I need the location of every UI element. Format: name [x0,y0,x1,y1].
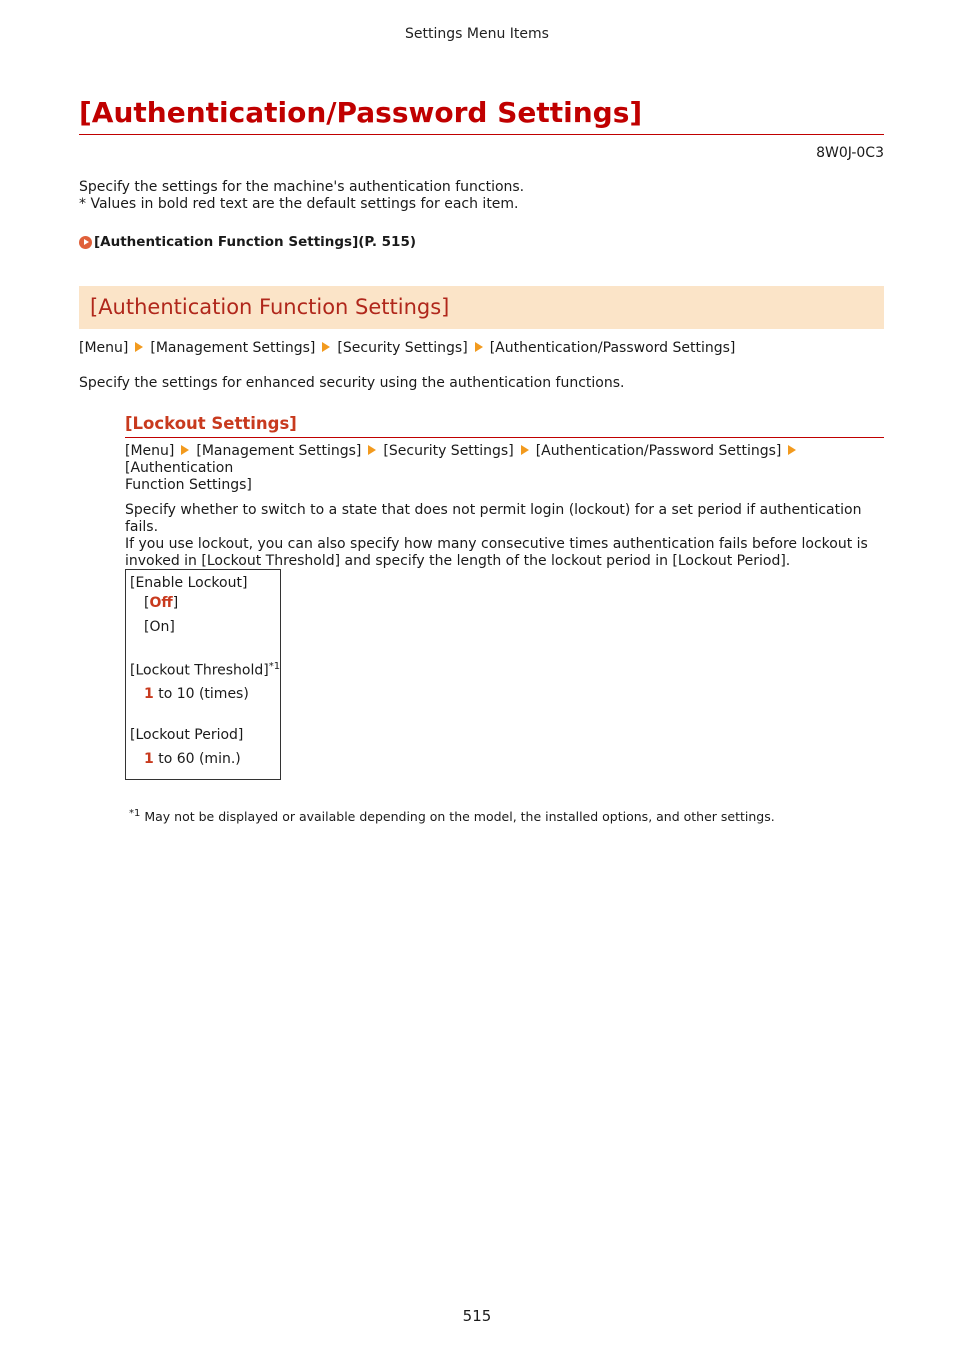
threshold-range: 1 to 10 (times) [144,686,249,702]
footnote-text: May not be displayed or available depending on the model, the installed options, and other settings. [140,809,775,825]
footnote-mark: *1 [129,808,141,819]
breadcrumb-arrow-icon [521,445,529,455]
footnote-mark: *1 [268,661,281,672]
intro-text [79,179,524,213]
section-heading: [Authentication Function Settings] [79,286,884,329]
toc-link-authentication-function-settings[interactable] [79,234,416,250]
breadcrumb-item: [Menu] [125,443,175,459]
intro-line-1: Specify the settings for the machine's authentication functions. [79,179,525,195]
running-header: Settings Menu Items [405,26,549,42]
link-arrow-icon [79,236,92,249]
page-number: 515 [462,1307,492,1325]
section-description: Specify the settings for enhanced security using the authentication functions. [79,375,625,391]
section-breadcrumb [79,340,735,357]
subsection-description [125,502,887,570]
toc-link-label: [Authentication Function Settings](P. 515) [94,234,417,250]
subsection-heading: [Lockout Settings] [125,413,884,438]
default-value: Off [149,595,173,611]
lockout-period-label: [Lockout Period] [130,727,244,743]
breadcrumb-item: [Security Settings] [383,443,514,459]
period-range: 1 to 60 (min.) [144,751,241,767]
enable-lockout-label: [Enable Lockout] [130,575,248,591]
description-line-2: If you use lockout, you can also specify how many consecutive times authentication fails before lockout is [125,536,868,552]
breadcrumb-item: [Management Settings] [150,340,316,356]
description-line-3: invoked in [Lockout Threshold] and specify the length of the lockout period in [Lockout Period]. [125,553,791,569]
breadcrumb-item: [Authentication [125,460,234,476]
breadcrumb-item: [Management Settings] [196,443,362,459]
breadcrumb-item: Function Settings] [125,477,252,493]
footnote [129,808,775,824]
subsection-breadcrumb [125,443,887,494]
breadcrumb-item: [Menu] [79,340,129,356]
breadcrumb-arrow-icon [368,445,376,455]
default-value: 1 [144,686,154,702]
lockout-threshold-label: [Lockout Threshold]$^{*1}$ [130,661,281,679]
breadcrumb-arrow-icon [181,445,189,455]
option-on: [On] [144,619,175,635]
breadcrumb-item: [Security Settings] [337,340,468,356]
option-off: [Off] [144,595,179,611]
page-title: [Authentication/Password Settings] [79,92,884,135]
breadcrumb-arrow-icon [322,342,330,352]
document-id: 8W0J-0C3 [816,145,884,161]
description-line-1: Specify whether to switch to a state that does not permit login (lockout) for a set period if authentication fails. [125,502,862,535]
breadcrumb-item: [Authentication/Password Settings] [489,340,736,356]
default-value: 1 [144,751,154,767]
intro-line-2: * Values in bold red text are the default settings for each item. [79,196,519,212]
settings-box [125,569,281,780]
breadcrumb-item: [Authentication/Password Settings] [535,443,782,459]
breadcrumb-arrow-icon [788,445,796,455]
breadcrumb-arrow-icon [475,342,483,352]
breadcrumb-arrow-icon [135,342,143,352]
